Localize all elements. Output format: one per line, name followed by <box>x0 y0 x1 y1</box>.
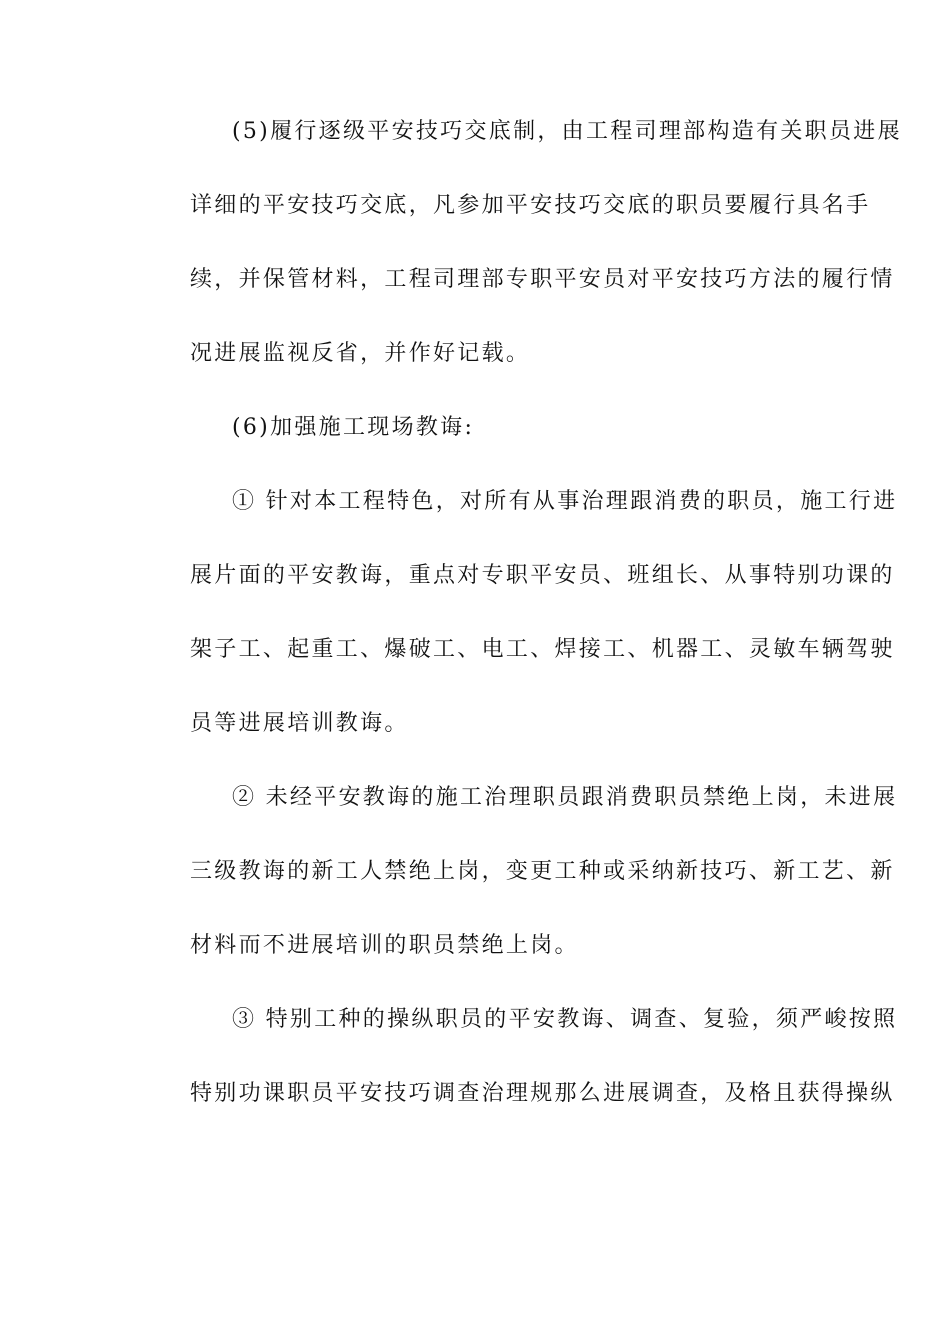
paragraph-6-heading: (6)加强施工现场教诲: <box>232 415 475 440</box>
paragraph-5-line-1: (5)履行逐级平安技巧交底制，由工程司理部构造有关职员进展 <box>232 119 902 144</box>
item-1-line-2: 展片面的平安教诲，重点对专职平安员、班组长、从事特别功课的 <box>190 563 895 588</box>
item-3-line-2: 特别功课职员平安技巧调查治理规那么进展调查，及格且获得操纵 <box>190 1081 895 1106</box>
item-1-line-3: 架子工、起重工、爆破工、电工、焊接工、机器工、灵敏车辆驾驶 <box>190 637 895 662</box>
paragraph-5-line-2: 详细的平安技巧交底，凡参加平安技巧交底的职员要履行具名手 <box>190 193 871 218</box>
paragraph-5-line-3: 续，并保管材料，工程司理部专职平安员对平安技巧方法的履行情 <box>190 267 895 292</box>
item-1-line-1: ① 针对本工程特色，对所有从事治理跟消费的职员，施工行进 <box>232 489 898 514</box>
item-1-line-4: 员等进展培训教诲。 <box>190 711 409 736</box>
paragraph-5-line-4: 况进展监视反省，并作好记载。 <box>190 341 531 366</box>
item-3-line-1: ③ 特别工种的操纵职员的平安教诲、调查、复验，须严峻按照 <box>232 1007 898 1032</box>
item-2-line-1: ② 未经平安教诲的施工治理职员跟消费职员禁绝上岗，未进展 <box>232 785 898 810</box>
item-2-line-2: 三级教诲的新工人禁绝上岗，变更工种或采纳新技巧、新工艺、新 <box>190 859 895 884</box>
item-2-line-3: 材料而不进展培训的职员禁绝上岗。 <box>190 933 579 958</box>
